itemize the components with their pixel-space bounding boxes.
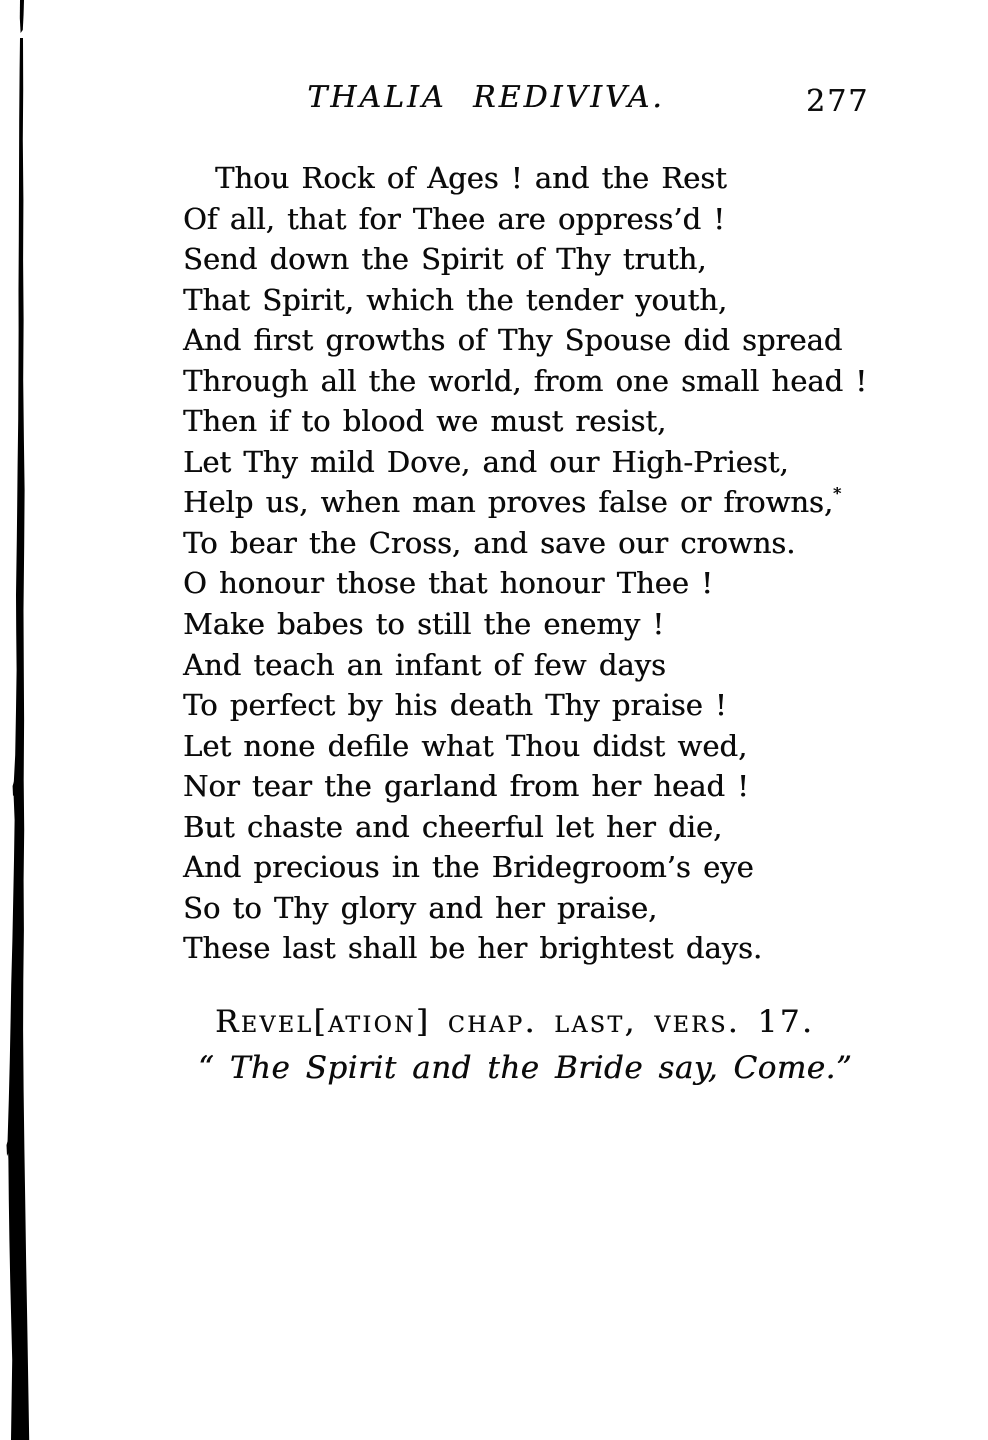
poem-line [183, 888, 883, 929]
poem-line-text: Nor tear the garland from her head ! [183, 769, 749, 804]
poem-line [183, 401, 883, 442]
poem-line-text: So to Thy glory and her praise, [183, 890, 658, 925]
scripture-quote: “ The Spirit and the Bride say, Come.” [198, 1050, 853, 1086]
poem-line [183, 361, 883, 402]
poem-line-text: And precious in the Bridegroom’s eye [183, 850, 754, 885]
poem-line-text: To perfect by his death Thy praise ! [183, 688, 727, 723]
poem-line-text: These last shall be her brightest days. [183, 931, 763, 966]
poem-line-text: Let Thy mild Dove, and our High-Priest, [183, 444, 789, 479]
poem-line-text: That Spirit, which the tender youth, [183, 282, 728, 317]
poem-line-text: And first growths of Thy Spouse did spread [183, 323, 843, 358]
poem-line [183, 442, 883, 483]
poem-line [183, 239, 883, 280]
footnote-marker: * [833, 484, 842, 504]
poem [183, 158, 883, 969]
poem-line-text: Send down the Spirit of Thy truth, [183, 242, 707, 277]
poem-line-text: Then if to blood we must resist, [183, 404, 667, 439]
poem-line [183, 645, 883, 686]
poem-line-text: But chaste and cheerful let her die, [183, 809, 723, 844]
poem-line [183, 685, 883, 726]
poem-line [183, 766, 883, 807]
poem-line [183, 604, 883, 645]
poem-line-text: Help us, when man proves false or frowns, [183, 485, 834, 520]
poem-line-text: Thou Rock of Ages ! and the Rest [215, 161, 727, 195]
poem-line-text: Make babes to still the enemy ! [183, 607, 664, 642]
poem-line [183, 280, 883, 321]
poem-line [183, 199, 883, 240]
scripture-reference: Revel[ation] chap. last, vers. 17. [215, 1004, 815, 1040]
poem-line-text: To bear the Cross, and save our crowns. [183, 525, 796, 560]
poem-line-text: Let none defile what Thou didst wed, [183, 728, 748, 763]
poem-line-text: Through all the world, from one small head ! [183, 363, 867, 398]
poem-line [183, 523, 883, 564]
poem-line [183, 563, 883, 604]
poem-line [183, 847, 883, 888]
poem-line [183, 482, 883, 523]
binding-shadow-artifact [0, 0, 40, 1440]
poem-line-text: O honour those that honour Thee ! [183, 566, 713, 601]
poem-line-text: Of all, that for Thee are oppress’d ! [183, 201, 725, 236]
running-head-title: THALIA REDIVIVA. [307, 80, 665, 115]
poem-line [183, 726, 883, 767]
poem-line-text: And teach an infant of few days [183, 647, 666, 682]
poem-line [183, 807, 883, 848]
poem-line [183, 158, 883, 199]
page-number: 277 [806, 84, 870, 119]
poem-line [183, 928, 883, 969]
poem-line [183, 320, 883, 361]
